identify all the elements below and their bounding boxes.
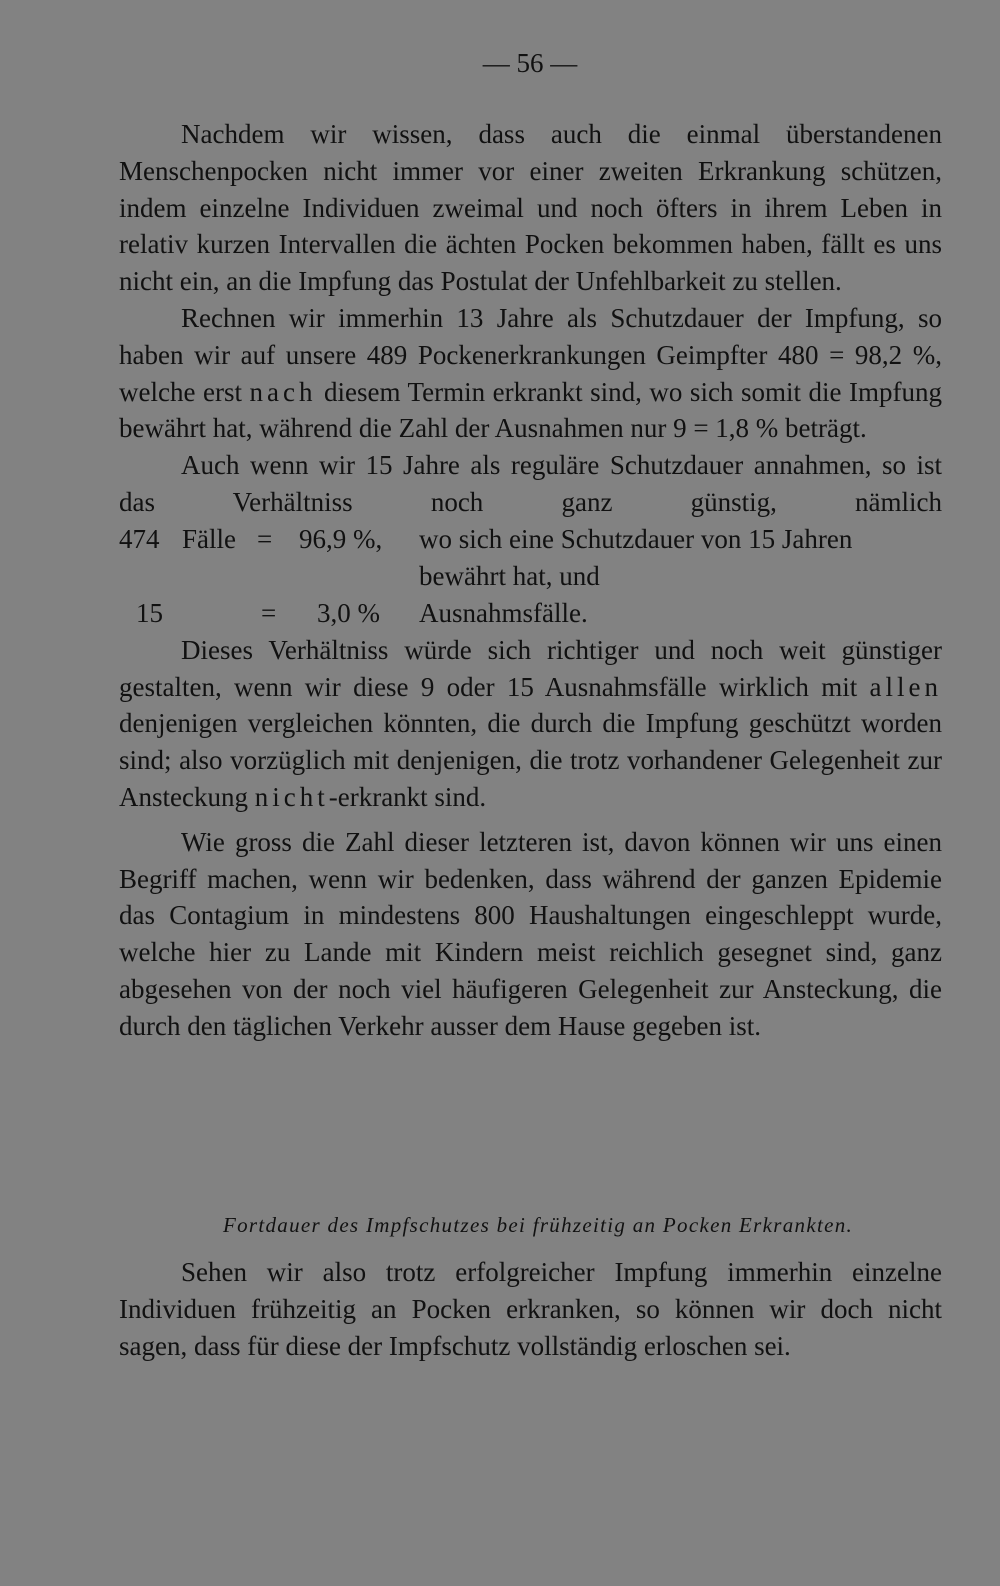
page-number: — 56 —: [482, 48, 578, 78]
table-percent: 96,9 %,: [299, 523, 383, 554]
paragraph-6: Sehen wir also trotz erfolgreicher Impfung immerhin einzelne Individuen frühzeitig an Pocken erkranken, so können wir doch nicht sagen, dass für diese der Impfschutz vollständig erloschen sei.: [119, 1257, 942, 1361]
table-row: [119, 595, 942, 632]
spaced-word-nach: nach: [249, 376, 317, 407]
paragraph-4-text-a: Dieses Verhältniss würde sich richtiger und noch weit günstiger gestalten, wenn wir diese 9 oder 15 Ausnahmsfälle wirklich mit: [119, 634, 942, 702]
table-description: bewährt hat, und: [419, 560, 600, 591]
paragraph-2: [119, 300, 942, 447]
table-description: wo sich eine Schutzdauer von 15 Jahren: [419, 523, 853, 554]
table-row-continuation: [119, 558, 942, 595]
paragraph-1: Nachdem wir wissen, dass auch die einmal überstandenen Menschenpocken nicht immer vor einer zweiten Erkrankung schützen, indem einzelne Individuen zweimal und noch öfters in ihrem Leben in relativ kurzen Intervallen die ächten Pocken bekommen haben, fällt es uns nicht ein, an die Impfung das Postulat der Unfehlbarkeit zu stellen.: [119, 119, 942, 297]
text-block-section: [119, 1254, 942, 1364]
paragraph-2-text-a: Rechnen wir immerhin 13 Jahre als Schutzdauer der Impfung, so haben wir auf unsere 489 Pockenerkrankungen Geimpfter 480 = 98,2 %, welche erst: [119, 302, 942, 407]
paragraph-4: [119, 632, 942, 816]
spaced-word-allen: allen: [869, 671, 942, 702]
paragraph-4-text-c: -erkrankt sind.: [328, 781, 487, 812]
table-equals: =: [257, 523, 273, 554]
table-count: 15: [136, 597, 163, 628]
section-heading: Fortdauer des Impfschutzes bei frühzeitig an Pocken Erkrankten.: [222, 1213, 854, 1237]
paragraph-2-text-b: diesem Termin erkrankt sind, wo sich somit die Impfung bewährt hat, während die Zahl der Ausnahmen nur 9 = 1,8 % beträgt.: [119, 376, 942, 444]
paragraph-3: Auch wenn wir 15 Jahre als reguläre Schutzdauer annahmen, so ist das Verhältniss noch ganz günstig, nämlich: [119, 450, 942, 517]
table-label: Fälle: [182, 523, 236, 554]
text-block-main: [119, 116, 942, 1045]
spaced-word-nicht: nicht: [254, 781, 329, 812]
table-row: [119, 521, 942, 558]
table-equals: =: [261, 597, 277, 628]
table-count: 474: [119, 523, 160, 554]
table-description: Ausnahmsfälle.: [419, 597, 588, 628]
paragraph-4-text-b: denjenigen vergleichen könnten, die durch die Impfung geschützt worden sind; also vorzüglich mit denjenigen, die trotz vorhandener Gelegenheit zur Ansteckung: [119, 708, 942, 812]
paragraph-5: Wie gross die Zahl dieser letzteren ist, davon können wir uns einen Begriff machen, wenn wir bedenken, dass während der ganzen Epidemie das Contagium in mindestens 800 Haushaltungen eingeschleppt wurde, welche hier zu Lande mit Kindern meist reichlich gesegnet sind, ganz abgesehen von der noch viel häufigeren Gelegenheit zur Ansteckung, die durch den täglichen Verkehr ausser dem Hause gegeben ist.: [119, 826, 942, 1041]
table-percent: 3,0 %: [317, 597, 380, 628]
